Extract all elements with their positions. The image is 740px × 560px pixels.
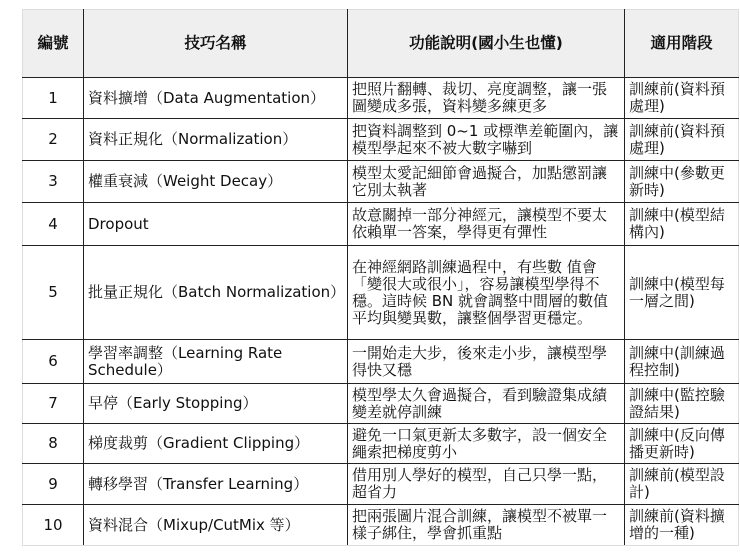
cell-description: 借用別人學好的模型，自己只學一點，超省力 — [348, 464, 625, 505]
cell-stage: 訓練前(資料預處理) — [625, 119, 739, 161]
cell-number: 7 — [23, 384, 84, 424]
header-description: 功能說明(國小生也懂) — [348, 10, 625, 78]
table-row — [23, 119, 739, 161]
table-row — [23, 203, 739, 246]
table-header-row — [23, 10, 739, 78]
table-row — [23, 384, 739, 424]
cell-stage: 訓練前(資料擴增的一種) — [625, 505, 739, 546]
techniques-table — [22, 9, 739, 546]
cell-description: 故意關掉一部分神經元，讓模型不要太依賴單一答案，學得更有彈性 — [348, 203, 625, 246]
table-row — [23, 246, 739, 340]
cell-number: 10 — [23, 505, 84, 546]
header-technique: 技巧名稱 — [84, 10, 348, 78]
cell-description: 模型學太久會過擬合，看到驗證集成績變差就停訓練 — [348, 384, 625, 424]
cell-technique: 學習率調整（Learning Rate Schedule） — [84, 340, 348, 384]
table-row — [23, 424, 739, 464]
cell-description: 在神經網路訓練過程中，有些數 值會「變很大或很小」，容易讓模型學得不穩。這時候 BN 就會調整中間層的數值平均與變異數，讓整個學習更穩定。 — [348, 246, 625, 340]
cell-stage: 訓練前(模型設計) — [625, 464, 739, 505]
cell-technique: 權重衰減（Weight Decay） — [84, 161, 348, 203]
cell-description: 把兩張圖片混合訓練，讓模型不被單一樣子綁住，學會抓重點 — [348, 505, 625, 546]
cell-number: 9 — [23, 464, 84, 505]
cell-number: 4 — [23, 203, 84, 246]
cell-stage: 訓練中(參數更新時) — [625, 161, 739, 203]
cell-number: 5 — [23, 246, 84, 340]
cell-technique: 資料擴增（Data Augmentation） — [84, 78, 348, 119]
table-row — [23, 505, 739, 546]
cell-description: 模型太愛記細節會過擬合，加點懲罰讓它別太執著 — [348, 161, 625, 203]
table-row — [23, 78, 739, 119]
cell-number: 1 — [23, 78, 84, 119]
table-row — [23, 464, 739, 505]
cell-number: 8 — [23, 424, 84, 464]
cell-technique: 早停（Early Stopping） — [84, 384, 348, 424]
cell-number: 3 — [23, 161, 84, 203]
cell-technique: 轉移學習（Transfer Learning） — [84, 464, 348, 505]
cell-description: 避免一口氣更新太多數字，設一個安全繩索把梯度剪小 — [348, 424, 625, 464]
cell-description: 把資料調整到 0~1 或標準差範圍內，讓模型學起來不被大數字嚇到 — [348, 119, 625, 161]
cell-technique: 批量正規化（Batch Normalization） — [84, 246, 348, 340]
cell-stage: 訓練中(監控驗證結果) — [625, 384, 739, 424]
cell-number: 6 — [23, 340, 84, 384]
table-row — [23, 340, 739, 384]
table-row — [23, 161, 739, 203]
header-stage: 適用階段 — [625, 10, 739, 78]
cell-stage: 訓練中(模型結構內) — [625, 203, 739, 246]
cell-description: 一開始走大步，後來走小步，讓模型學得快又穩 — [348, 340, 625, 384]
cell-technique: 梯度裁剪（Gradient Clipping） — [84, 424, 348, 464]
cell-technique: 資料正規化（Normalization） — [84, 119, 348, 161]
header-number: 編號 — [23, 10, 84, 78]
cell-stage: 訓練中(反向傳播更新時) — [625, 424, 739, 464]
cell-stage: 訓練中(訓練過程控制) — [625, 340, 739, 384]
cell-stage: 訓練中(模型每一層之間) — [625, 246, 739, 340]
cell-technique: 資料混合（Mixup/CutMix 等） — [84, 505, 348, 546]
cell-technique: Dropout — [84, 203, 348, 246]
cell-description: 把照片翻轉、裁切、亮度調整，讓一張圖變成多張，資料變多練更多 — [348, 78, 625, 119]
cell-number: 2 — [23, 119, 84, 161]
cell-stage: 訓練前(資料預處理) — [625, 78, 739, 119]
